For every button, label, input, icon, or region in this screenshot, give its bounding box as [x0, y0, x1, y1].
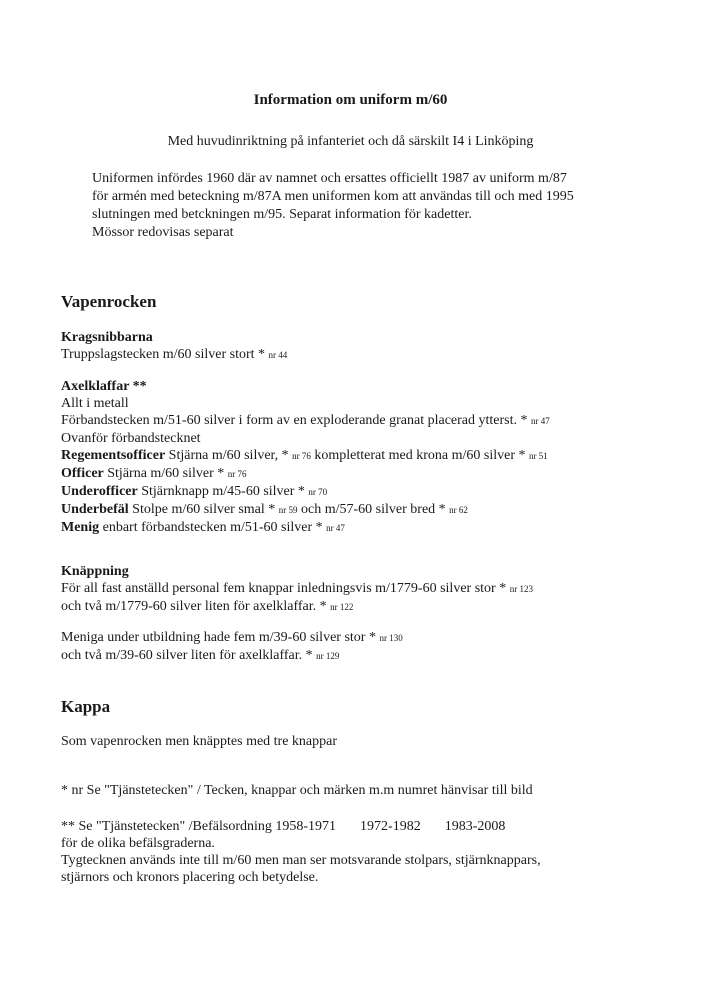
- kappa-text: Som vapenrocken men knäpptes med tre knappar: [61, 734, 338, 749]
- page-title: Information om uniform m/60: [253, 92, 448, 108]
- knappning-line: Meniga under utbildning hade fem m/39-60 silver stor * nr 130: [61, 630, 403, 645]
- kragsnibbarna-text: Truppslagstecken m/60 silver stort * nr 44: [61, 347, 288, 362]
- section-heading-vapenrocken: Vapenrocken: [61, 292, 157, 311]
- footnote-3-line: Tygtecknen används inte till m/60 men man ser motsvarande stolpars, stjärnknappars,: [61, 853, 541, 868]
- ref-number: nr 47: [326, 523, 345, 533]
- knappning-line: och två m/1779-60 silver liten för axelklaffar. * nr 122: [61, 599, 354, 614]
- axelklaffar-section: [61, 378, 550, 537]
- ref-number: nr 123: [509, 584, 533, 594]
- rank-underbefal: Underbefäl Stolpe m/60 silver smal * nr 59 och m/57-60 silver bred * nr 62: [61, 502, 468, 517]
- ref-number: nr 129: [316, 651, 340, 661]
- knappning-line: För all fast anställd personal fem knappar inledningsvis m/1779-60 silver stor * nr 123: [61, 581, 533, 596]
- page-subtitle: Med huvudinriktning på infanteriet och då särskilt I4 i Linköping: [167, 134, 534, 149]
- intro-line: för armén med beteckning m/87A men uniformen kom att användas till och med 1995: [92, 189, 574, 204]
- ref-number: nr 76: [292, 451, 311, 461]
- footnote-2: [61, 818, 541, 886]
- intro-line: Mössor redovisas separat: [92, 225, 234, 240]
- ref-number: nr 122: [330, 602, 354, 612]
- axelklaffar-line: Förbandstecken m/51-60 silver i form av en exploderande granat placerad ytterst. * nr 47: [61, 413, 550, 428]
- ref-number: nr 76: [227, 469, 247, 479]
- ref-number: nr 130: [379, 633, 403, 643]
- section-heading-kappa: Kappa: [61, 697, 111, 716]
- ref-number: nr 62: [449, 505, 468, 515]
- ref-number: nr 47: [531, 416, 550, 426]
- intro-line: slutningen med betckningen m/95. Separat information för kadetter.: [92, 207, 472, 222]
- knappning-heading: Knäppning: [61, 564, 129, 579]
- ref-number: nr 44: [268, 350, 288, 360]
- footnote-2-line: ** Se "Tjänstetecken" /Befälsordning 1958-1971 1972-1982 1983-2008: [61, 819, 506, 834]
- axelklaffar-line: Allt i metall: [61, 396, 129, 411]
- footnote-1: * nr Se "Tjänstetecken" / Tecken, knappar och märken m.m numret hänvisar till bild: [61, 783, 533, 798]
- rank-menig: Menig enbart förbandstecken m/51-60 silver * nr 47: [61, 520, 345, 535]
- footnote-3-line: stjärnors och kronors placering och betydelse.: [61, 870, 319, 885]
- intro-line: Uniformen infördes 1960 där av namnet och ersattes officiellt 1987 av uniform m/87: [92, 171, 567, 186]
- axelklaffar-heading: Axelklaffar **: [61, 379, 147, 394]
- rank-officer: Officer Stjärna m/60 silver * nr 76: [61, 466, 247, 481]
- intro-paragraph: [92, 170, 574, 242]
- rank-regementsofficer: Regementsofficer Stjärna m/60 silver, * nr 76 kompletterat med krona m/60 silver * nr 51: [61, 448, 548, 463]
- ref-number: nr 51: [529, 451, 548, 461]
- footnote-2-line: för de olika befälsgraderna.: [61, 836, 215, 851]
- knappning-line: och två m/39-60 silver liten för axelklaffar. * nr 129: [61, 648, 340, 663]
- ref-number: nr 59: [278, 505, 298, 515]
- knappning-section: [61, 563, 533, 665]
- spacer: [61, 616, 533, 629]
- ref-number: nr 70: [308, 487, 328, 497]
- axelklaffar-line: Ovanför förbandstecknet: [61, 431, 201, 446]
- kragsnibbarna-heading: Kragsnibbarna: [61, 330, 153, 345]
- kragsnibbarna-section: [61, 329, 287, 364]
- rank-underofficer: Underofficer Stjärnknapp m/45-60 silver * nr 70: [61, 484, 328, 499]
